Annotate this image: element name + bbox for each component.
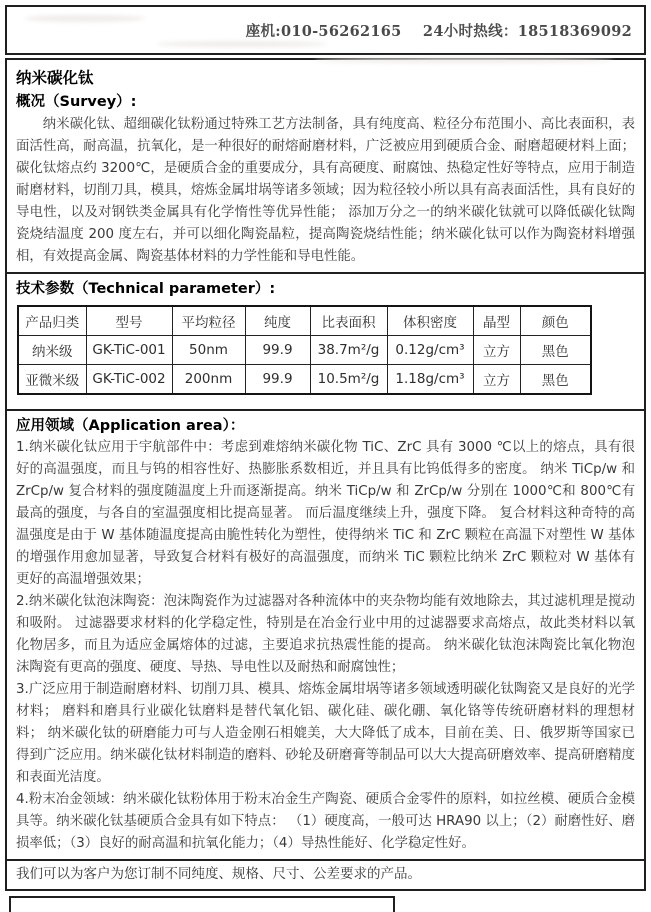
- table-cell: 纳米级: [18, 336, 86, 365]
- contact-phone-line: 座机:010-56262165 24小时热线：18518369092: [245, 23, 632, 40]
- watermark: [314, 58, 614, 63]
- application-paragraph-2: 2.纳米碳化钛泡沫陶瓷：泡沫陶瓷作为过滤器对各种流体中的夹杂物均能有效地除去，其过滤机理是搅动和吸附。 过滤器要求材料的化学稳定性，特别是在冶金行业中用的过滤器要求高熔点，故此类材料以氧化物居多，而且为适应金属熔体的过滤，主要追求抗热震性能的提高。 纳米碳化钛泡沫陶瓷比氧化物泡沫陶瓷有更高的强度、硬度、导热、导电性以及耐热和耐腐蚀性；: [16, 594, 635, 675]
- next-section-box-partial: [9, 896, 395, 912]
- technical-parameter-section: [7, 272, 644, 409]
- watermark: [25, 15, 145, 22]
- table-row: [18, 365, 591, 395]
- application-paragraph-1: 1.纳米碳化钛应用于宇航部件中：考虑到难熔纳米碳化物 TiC、ZrC 具有 3000 ℃以上的熔点，具有很好的高温强度，而且与钨的相容性好、热膨胀系数相近，并且具有比钨低得多的密度。 纳米 TiCp/w 和 ZrCp/w 复合材料的强度随温度上升而逐渐提高。纳米 TiCp/w 和 ZrCp/w 分别在 1000℃和 800℃有最高的强度，与各自的室温强度相比提高显著。 而后温度继续上升，强度下降。 复合材料这种奇特的高温强度是由于 W 基体随温度提高由脆性转化为塑性，使得纳米 TiC 和 ZrC 颗粒在高温下对塑性 W 基体的增强作用愈加显著，导致复合材料有极好的高温强度，而纳米 TiC 颗粒比纳米 ZrC 颗粒对 W 基体有更好的高温增强效果；: [16, 440, 635, 587]
- application-paragraph-4: 4.粉末冶金领域：纳米碳化钛粉体用于粉末冶金生产陶瓷、硬质合金零件的原料，如拉丝模、硬质合金模具等。纳米碳化钛基硬质合金具有如下特点： （1）硬度高，一般可达 HRA90 以上；（2）耐磨性好、磨损率低；（3）良好的耐高温和抗氧化能力；（4）导热性能好、化学稳定性好。: [16, 792, 635, 851]
- customization-note: 我们可以为客户为您订制不同纯度、规格、尺寸、公差要求的产品。: [7, 859, 644, 889]
- application-paragraph-3: 3.广泛应用于制造耐磨材料、切削刀具、模具、熔炼金属坩埚等诸多领域透明碳化钛陶瓷又是良好的光学材料； 磨料和磨具行业碳化钛磨料是替代氧化铝、碳化硅、碳化硼、氧化铬等传统研磨材料的理想材料； 纳米碳化钛的研磨能力可与人造金刚石相媲美，大大降低了成本，目前在美、日、俄罗斯等国家已得到广泛应用。纳米碳化钛材料制造的磨料、砂轮及研磨膏等制品可以大大提高研磨效率、提高研磨精度和表面光洁度。: [16, 682, 635, 785]
- application-area-section: [7, 409, 644, 859]
- table-cell: 50nm: [172, 336, 245, 365]
- table-cell: 立方: [473, 365, 520, 395]
- column-header: 纯度: [245, 306, 310, 336]
- application-area-heading: 应用领域（Application area）：: [16, 418, 245, 434]
- technical-parameter-table: [17, 305, 592, 395]
- contact-header-box: [5, 5, 646, 55]
- column-header: 产品归类: [18, 306, 86, 336]
- table-cell: 1.18g/cm³: [387, 365, 473, 395]
- table-cell: GK-TiC-002: [86, 365, 172, 395]
- table-cell: GK-TiC-001: [86, 336, 172, 365]
- table-cell: 黑色: [520, 336, 591, 365]
- table-cell: 立方: [473, 336, 520, 365]
- technical-parameter-heading: 技术参数（Technical parameter）:: [16, 281, 276, 297]
- document-body-box: [5, 58, 646, 891]
- table-cell: 0.12g/cm³: [387, 336, 473, 365]
- column-header: 比表面积: [310, 306, 387, 336]
- column-header: 平均粒径: [172, 306, 245, 336]
- column-header: 晶型: [473, 306, 520, 336]
- survey-section: [7, 60, 644, 272]
- table-cell: 99.9: [245, 365, 310, 395]
- table-header-row: [18, 306, 591, 336]
- column-header: 体积密度: [387, 306, 473, 336]
- table-cell: 亚微米级: [18, 365, 86, 395]
- survey-paragraph: 纳米碳化钛、超细碳化钛粉通过特殊工艺方法制备，具有纯度高、粒径分布范围小、高比表面积，表面活性高，耐高温，抗氧化，是一种很好的耐熔耐磨材料，广泛被应用到硬质合金、耐磨超硬材料上面；碳化钛熔点约 3200℃，是硬质合金的重要成分，具有高硬度、耐腐蚀、热稳定性好等特点，应用于制造耐磨材料，切削刀具，模具，熔炼金属坩埚等诸多领域；因为粒径较小所以具有高表面活性，具有良好的导电性，以及对钢铁类金属具有化学惰性等优异性能； 添加万分之一的纳米碳化钛就可以降低碳化钛陶瓷烧结温度 200 度左右，并可以细化陶瓷晶粒，提高陶瓷烧结性能；纳米碳化钛可以作为陶瓷材料增强相，有效提高金属、陶瓷基体材料的力学性能和导电性能。: [16, 117, 635, 264]
- column-header: 型号: [86, 306, 172, 336]
- table-cell: 38.7m²/g: [310, 336, 387, 365]
- table-cell: 10.5m²/g: [310, 365, 387, 395]
- table-cell: 200nm: [172, 365, 245, 395]
- survey-heading: 概况（Survey）:: [16, 94, 137, 110]
- watermark: [157, 41, 327, 47]
- page-title: 纳米碳化钛: [16, 69, 94, 87]
- column-header: 颜色: [520, 306, 591, 336]
- table-cell: 99.9: [245, 336, 310, 365]
- table-row: [18, 336, 591, 365]
- table-cell: 黑色: [520, 365, 591, 395]
